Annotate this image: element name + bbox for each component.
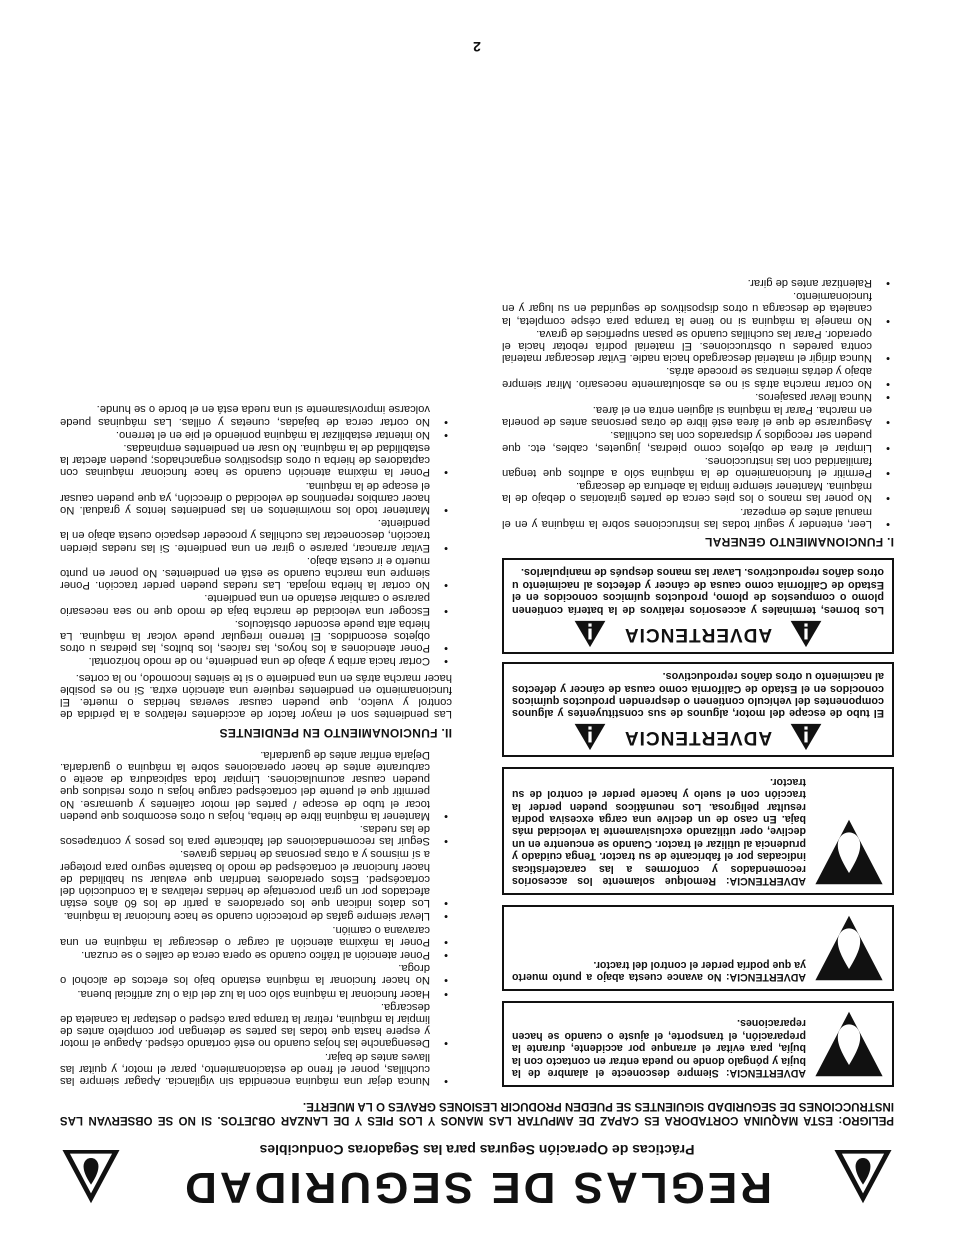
advertencia-text: El tubo de escape del motor, algunos de sus constituyentes y algunos componentes del vehículo contienen o desprenden productos químicos conocidos en el Estado de California como causa de cáncer y defectos al nacimiento u otros daños reproductivos. [512,670,884,720]
list-item: • Nunca dirigir el material descargado hacia nadie. Evitar descargar material contra paredes u obstrucciones. El material podría rebotar hacia el operador. Parar las cuchillas cuando se pasan superficies de grava. [502,328,894,365]
page-subtitle: Prácticas de Operación Seguras para las Segadoras Conducibles [259,1142,695,1158]
right-column [60,402,452,1087]
advertencia-text: Los bornes, terminales y accesorios relativos de la batería contienen plomo o compuestos de plomo, productos químicos conocidos en el Estado de California como causa de cáncer y defectos al nacimiento u otros daños reproductivos. Lavar las manos después de manipularlos. [512,566,884,616]
warning-triangle-icon [60,1145,122,1207]
advertencia-header [504,721,892,755]
list-item: • Desenganche las hojas cuando no esté cortando césped. Apague el motor y espere hasta que todas las partes se detengan por completo antes de limpiar la máquina, retirar la trampa para césped o destapar la canaleta de descarga. [60,1001,452,1050]
slopes-intro: Las pendientes son el mayor factor de accidentes relativos a la pérdida de control y vuelco, que pueden causar severas heridas o muerte. El funcionamiento en pendientes requiere una atención extra. Si no es posible hacer marcha atrás en una pendiente o si te sientes incomodo, no la cortes. [60,671,452,721]
list-item: • Seguir las recomendaciones del fabricante para los pesos y contrapesos de las ruedas. [60,823,452,847]
general-rules-list-continued [60,749,452,1087]
list-item: • Hacer funcionar la máquina sólo con la luz del día o luz artificial buena. [60,987,452,999]
list-item: • Nunca dejar una máquina encendida sin vigilancia. Apagar siempre las cuchillas, poner el freno de estacionamiento, parar el motor, y quitar las llaves antes de bajar. [60,1050,452,1087]
section-heading-slopes: II. FUNCIONAMIENTO EN PENDIENTES [219,725,452,740]
list-item: • No intentar estabilizar la máquina poniendo el pie en el terreno. [60,429,452,441]
list-item: • Asegurarse de que el área esté libre de otras personas antes de ponerla en marcha. Parar la máquina si alguien entra en el área. [502,404,894,428]
list-item: • No cortar la hierba mojada. Las ruedas pueden perder tracción. Poner siempre una marcha cuando se está en pendientes. No poner en punto muerto e ir cuesta abajo. [60,555,452,592]
warning-triangle-icon [790,620,822,648]
advertencia-box-battery [502,558,894,654]
list-item: • Ralentizar antes de girar. [502,277,894,289]
left-column [502,276,894,1087]
advertencia-title: ADVERTENCIA [623,623,773,645]
drop-warning-icon [814,913,884,983]
warning-text: ADVERTENCIA: Remolque solamente los accesorios recomendados y conformes a las características indicadas por el fabricante de su tractor. Tenga cuidado y prudencia al utilizar el tractor. Cuando se encuentre en un declive, oper utilizando exclusivamente la velocidad más baja. En caso de un declive una carga excesiva podría resultar peligrosa. Los neumáticos pueden perder la tracción con el suelo y hacerle perder el control de su tractor. [512,775,806,887]
page-number: 2 [473,39,481,55]
warning-triangle-icon [574,723,606,751]
danger-statement: PELIGRO: ESTA MAQUINA CORTADORA ES CAPAZ DE AMPUTAR LAS MANOS Y LOS PIES Y DE LANZAR OBJETOS. SI NO SE OBSERVAN LAS INSTRUCCIONES DE SEGURIDAD SIGUIENTES SE PUEDEN PRODUCIR LESIONES GRAVES O LA MUERTE. [60,1100,894,1126]
list-item: • Permitir el funcionamiento de la máquina sólo a adultos que tengan familiaridad con las instrucciones. [502,455,894,479]
list-item: • Poner la máxima atención cuando se hace funcionar máquinas con captadores de hierba u otros dispositivos enganchados; pueden afectar la estabilidad de la máquina. No usar en pendientes empinadas. [60,442,452,479]
list-item: • No hacer funcionar la máquina estando bajo los efectos de alcohol o droga. [60,962,452,986]
list-item: • No cortar cerca de bajadas, cunetas y orillas. Las máquinas puede volcarse improvisamente si una rueda está en el borde o se hunde. [60,403,452,427]
warning-triangle-icon [832,1145,894,1207]
list-item: • Poner la máxima atención al cargar o descargar la máquina en una caravana o camión. [60,923,452,947]
warning-box-towing [502,767,894,895]
page-header [60,1137,894,1213]
list-item: • Evitar arrancar, pararse o girar en una pendiente. Si las ruedas pierden tracción, desconectar las cuchillas y proceder despacio cuesta abajo en la pendiente. [60,517,452,554]
list-item: • Los datos indican que los operadores a partir de los 60 años están afectados por un gran porcentaje de heridas relativas a la conducción del cortacésped. Estos operadores tendrían que evaluar su habilidad de hacer funcionar el cortacésped de modo lo bastante seguro para proteger a sí mismos y a otras personas de heridas graves. [60,848,452,909]
drop-warning-icon [814,817,884,887]
list-item: • Llevar siempre gafas de protección cuando se hace funcionar la máquina. [60,910,452,922]
advertencia-header [504,618,892,652]
advertencia-box-exhaust [502,662,894,758]
section-heading-general: I. FUNCIONAMIENTO GENERAL [704,535,894,550]
warning-text: ADVERTENCIA: No avance cuesta abajo a punto muerto ya que podría perder el control del tractor. [512,958,806,983]
warning-triangle-icon [574,620,606,648]
list-item: • Nunca llevar pasajeros. [502,391,894,403]
list-item: • No maneje la máquina si no tiene la trampa para céspe completa, la canaleta de descarga u otros dispositivos de seguridad en su lugar y en funcionamiento. [502,290,894,327]
general-rules-list [502,277,894,530]
list-item: • Leer, entender y seguir todas las instrucciones sobre la máquina y en el manual antes de empezar. [502,505,894,529]
list-item: • Mantener la máquina libre de hierba, hojas u otros escombros que pueden tocar el tubo de escape / partes del motor calientes y quemarse. No permitir que el puente del cortacésped cargue hojas u otros residuos que pueden causar acumulaciones. Limpiar toda salpicadura de aceite o carburante antes de hacer operaciones sobre la máquina o guardarla. Dejarla enfriar antes de guardarla. [60,749,452,822]
list-item: • Limpiar el área de objetos como piedras, juguetes, cables, etc. que pueden ser recogidos y disparados con las cuchillas. [502,429,894,453]
list-item: • Mantener todo los movimientos en las pendientes lentos y gradual. No hacer cambios repentinos de velocidad o dirección, ya que pueden causar el escape de la máquina. [60,479,452,516]
list-item: • Escoger una velocidad de marcha baja de modo que no sea necesario pararse o cambiar estando en una pendiente. [60,592,452,616]
list-item: • Poner atención al tráfico cuando se opera cerca de calles o se cruzan. [60,949,452,961]
warning-triangle-icon [790,723,822,751]
drop-warning-icon [814,1009,884,1079]
warning-box-downhill [502,905,894,991]
list-item: • Poner atenciones a los hoyos, las raíces, los bultos, las piedras u otros objetos escondidos. El terreno irregular puede volcar la máquina. La hierba alta puede esconder obstáculos. [60,618,452,655]
slopes-rules-list [60,403,452,667]
warning-box-spark-plug [502,1001,894,1087]
warning-text: ADVERTENCIA: Siempre desconecte el alambre de la bujía y póngalo donde no pueda entrar en contacto con la bujía, para evitar el arranque por accidente, durante la preparación, el transporte, el ajuste o cuando se hacen reparaciones. [512,1017,806,1079]
advertencia-title: ADVERTENCIA [623,727,773,749]
list-item: • No poner las manos o los pies cerca de partes giratorias o debajo de la máquina. Mantener siempre limpia la abertura de descarga. [502,480,894,504]
page-title: REGLAS DE SEGURIDAD [182,1163,772,1212]
list-item: • Cortar hacia arriba y abajo de una pendiente, no de modo horizontal. [60,655,452,667]
list-item: • No cortar marcha atrás si no es absolutamente necesario. Mirar siempre abajo y detrás mientras se procede atrás. [502,365,894,389]
